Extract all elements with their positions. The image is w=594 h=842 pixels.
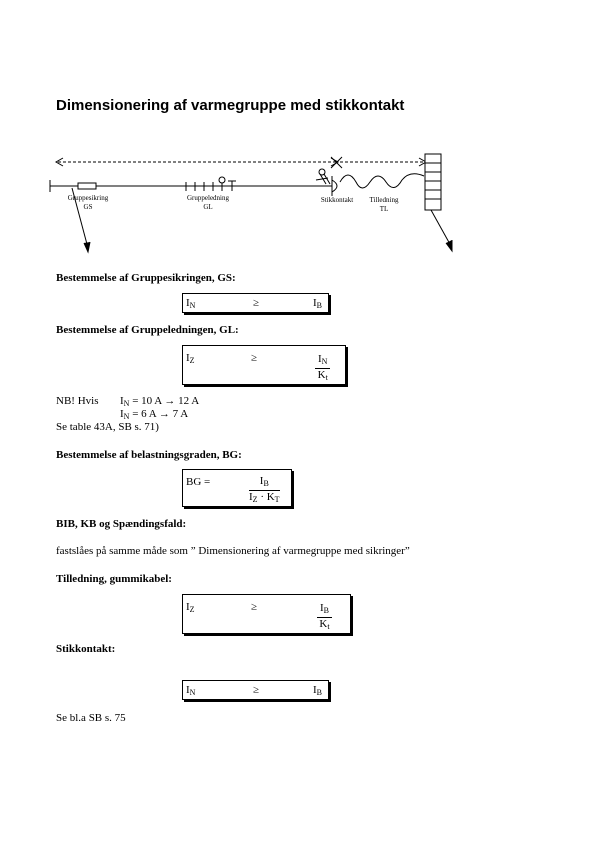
formula-box-gl: $I_Z$ ≥ $\frac{I_N}{K_t}$ <box>182 345 346 385</box>
circuit-diagram <box>0 0 594 270</box>
formula-box-tl: $I_Z$ ≥ $\frac{I_B}{K_t}$ <box>182 594 351 634</box>
formula-box-bg: BG = $\frac{I_B}{I_Z \cdot K_T}$ <box>182 469 292 507</box>
bib-text: fastslåes på samme måde som ” Dimensionering af varmegruppe med sikringer” <box>56 545 410 557</box>
label-stikkontakt: Stikkontakt <box>320 196 354 204</box>
nb-label: NB! Hvis <box>56 395 99 407</box>
earth-symbol <box>219 177 225 183</box>
socket-symbol <box>332 176 337 196</box>
label-gruppesikring: Gruppesikring GS <box>67 194 109 211</box>
formula-box-stik: $I_N$ ≥ $I_B$ <box>182 680 329 700</box>
formula-box-gs: $I_N$ ≥ $I_B$ <box>182 293 329 313</box>
heater-symbol <box>425 154 441 210</box>
label-gruppeledning: Gruppeledning GL <box>187 194 229 211</box>
page-title: Dimensionering af varmegruppe med stikkontakt <box>56 97 405 114</box>
heading-tilledning: Tilledning, gummikabel: <box>56 573 172 585</box>
label-tilledning: Tilledning TL <box>369 196 399 213</box>
nb-line-3: Se table 43A, SB s. 71) <box>56 421 159 433</box>
nb-line-1: $I_N = 10$ A → 12 A <box>120 395 200 408</box>
tilledning-wave <box>340 174 424 188</box>
heading-belastningsgrad: Bestemmelse af belastningsgraden, BG: <box>56 449 242 461</box>
stik-note: Se bl.a SB s. 75 <box>56 712 126 724</box>
ground-arrow-right <box>431 210 451 246</box>
fuse-symbol <box>78 183 96 189</box>
nb-line-2: $I_N = 6$ A → 7 A <box>120 408 189 421</box>
heading-bib: BIB, KB og Spændingsfald: <box>56 518 187 530</box>
heading-gruppesikring: Bestemmelse af Gruppesikringen, GS: <box>56 272 236 284</box>
heading-gruppeledning: Bestemmelse af Gruppeledningen, GL: <box>56 324 239 336</box>
heading-stikkontakt: Stikkontakt: <box>56 643 116 655</box>
ground-arrowhead-left <box>84 242 90 252</box>
ground-arrowhead-right <box>446 240 452 251</box>
